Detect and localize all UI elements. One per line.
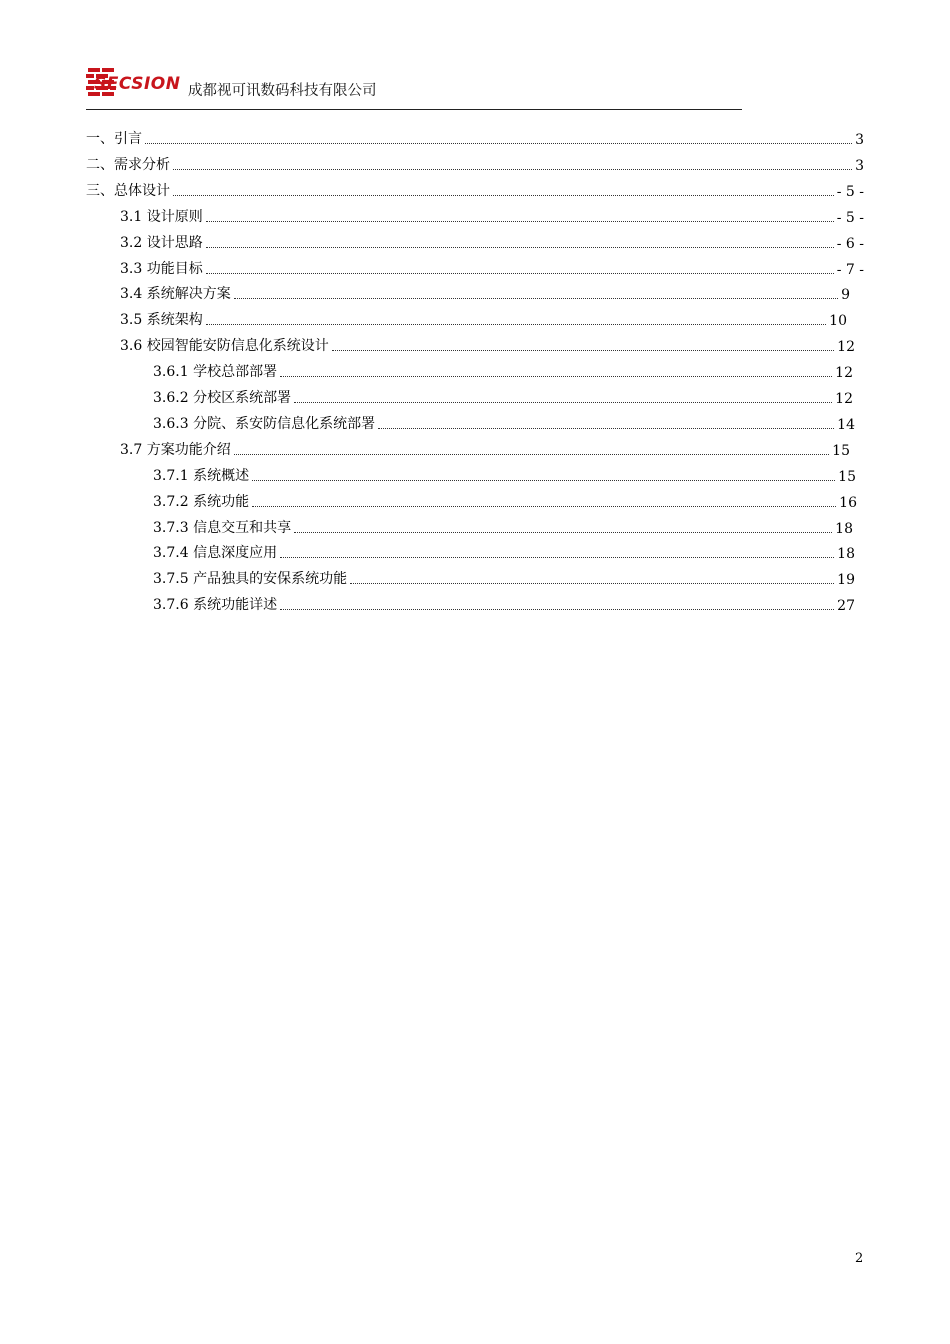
toc-dot-leader (280, 376, 832, 377)
toc-entry-title: 3.7 方案功能介绍 (120, 441, 231, 458)
toc-entry[interactable] (153, 540, 855, 562)
toc-entry-page: 12 (835, 365, 853, 382)
toc-dot-leader (234, 454, 829, 455)
toc-entry-page: - 7 - (836, 261, 864, 278)
toc-entry-title: 3.7.1 系统概述 (153, 467, 250, 484)
toc-dot-leader (294, 532, 832, 533)
toc-entry[interactable] (120, 437, 850, 459)
toc-entry-title: 三、总体设计 (86, 182, 170, 199)
header-divider (86, 109, 742, 110)
toc-dot-leader (206, 221, 834, 222)
company-name: 成都视可讯数码科技有限公司 (188, 83, 377, 99)
toc-entry-title: 3.7.2 系统功能 (153, 493, 250, 510)
toc-entry-title: 3.5 系统架构 (120, 312, 203, 329)
logo-text: SECSION (94, 74, 181, 94)
toc-entry[interactable] (120, 204, 864, 226)
toc-entry[interactable] (120, 281, 850, 303)
toc-entry-page: 12 (835, 391, 853, 407)
toc-entry[interactable] (153, 463, 856, 485)
toc-dot-leader (173, 195, 834, 196)
toc-entry[interactable] (120, 333, 855, 355)
toc-entry[interactable] (86, 178, 864, 200)
toc-dot-leader (252, 480, 835, 481)
toc-dot-leader (294, 402, 832, 403)
toc-entry-page: 18 (835, 520, 853, 537)
page-header (86, 66, 746, 100)
toc-entry-page: 12 (837, 339, 855, 356)
toc-entry-page: - 5 - (836, 183, 864, 200)
toc-entry-title: 3.7.4 信息深度应用 (153, 545, 278, 562)
toc-entry-page: 9 (841, 287, 850, 304)
toc-entry-title: 3.6.3 分院、系安防信息化系统部署 (153, 415, 376, 432)
toc-entry[interactable] (120, 307, 847, 329)
toc-entry-page: - 6 - (836, 235, 864, 252)
toc-entry-title: 3.7.6 系统功能详述 (153, 597, 278, 614)
toc-dot-leader (206, 273, 834, 274)
toc-entry-page: 16 (839, 494, 857, 511)
toc-entry[interactable] (153, 592, 855, 614)
toc-entry-title: 3.6.1 学校总部部署 (153, 364, 278, 381)
toc-entry[interactable] (153, 515, 853, 537)
toc-entry[interactable] (86, 126, 864, 148)
toc-entry-page: 14 (837, 416, 855, 433)
toc-entry[interactable] (120, 256, 864, 278)
toc-dot-leader (206, 324, 826, 325)
toc-entry-title: 二、需求分析 (86, 156, 170, 173)
toc-entry[interactable] (86, 152, 864, 174)
toc-dot-leader (145, 143, 852, 144)
toc-entry-page: 27 (837, 598, 855, 615)
toc-entry-page: 19 (837, 572, 855, 589)
toc-entry[interactable] (153, 566, 855, 588)
toc-entry-title: 3.7.5 产品独具的安保系统功能 (153, 571, 348, 588)
toc-dot-leader (332, 350, 834, 351)
toc-entry-title: 3.4 系统解决方案 (120, 286, 231, 303)
toc-dot-leader (234, 298, 838, 299)
toc-entry[interactable] (153, 489, 857, 511)
toc-entry-page: 3 (855, 132, 864, 148)
toc-entry-page: 10 (829, 313, 847, 330)
toc-dot-leader (252, 506, 836, 507)
toc-dot-leader (206, 247, 834, 248)
toc-dot-leader (280, 609, 834, 610)
toc-entry[interactable] (120, 230, 864, 252)
toc-entry[interactable] (153, 385, 853, 407)
toc-entry-page: - 5 - (836, 209, 864, 226)
toc-entry-page: 18 (837, 546, 855, 563)
toc-entry-title: 3.1 设计原则 (120, 208, 203, 225)
toc-entry-title: 3.3 功能目标 (120, 260, 203, 277)
toc-dot-leader (280, 557, 834, 558)
toc-dot-leader (378, 428, 834, 429)
toc-entry-title: 3.7.3 信息交互和共享 (153, 519, 292, 536)
toc-entry-page: 15 (838, 468, 856, 485)
toc-dot-leader (173, 169, 852, 170)
toc-dot-leader (350, 583, 834, 584)
page-number: 2 (855, 1251, 864, 1266)
toc-entry-page: 15 (832, 442, 850, 459)
toc-entry-title: 一、引言 (86, 131, 142, 147)
toc-entry-title: 3.2 设计思路 (120, 234, 203, 251)
toc-entry-page: 3 (855, 157, 864, 174)
toc-entry-title: 3.6.2 分校区系统部署 (153, 390, 292, 406)
toc-entry-title: 3.6 校园智能安防信息化系统设计 (120, 338, 329, 355)
toc-entry[interactable] (153, 411, 855, 433)
toc-entry[interactable] (153, 359, 853, 381)
